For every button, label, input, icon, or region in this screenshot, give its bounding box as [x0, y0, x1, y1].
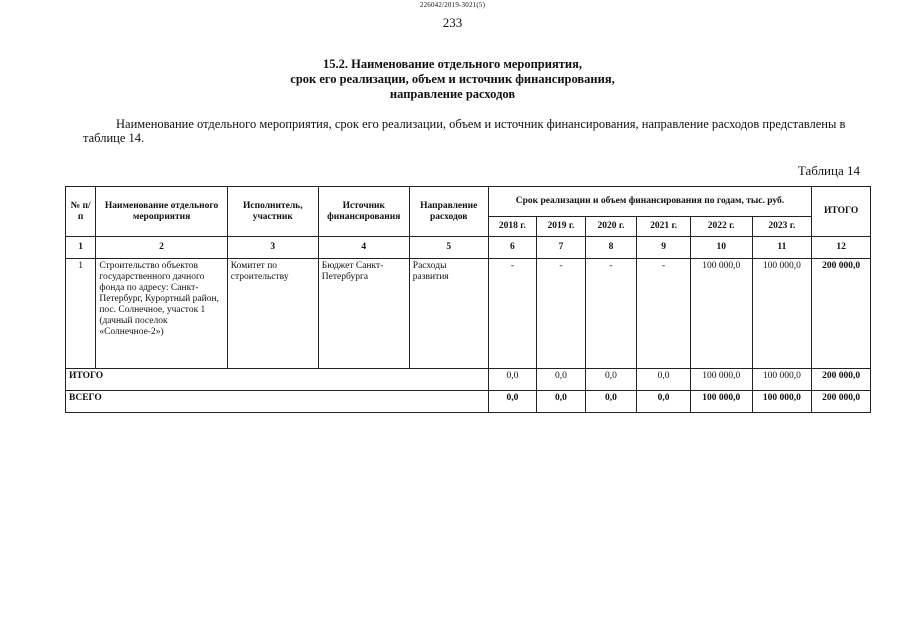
- document-id: 226042/2019-3021(5): [419, 1, 486, 9]
- heading-line-3: направление расходов: [389, 87, 516, 101]
- col-number: 4: [318, 237, 409, 259]
- header-total: ИТОГО: [812, 187, 871, 237]
- table-row: [66, 259, 871, 369]
- col-number: 11: [752, 237, 812, 259]
- col-number: 6: [488, 237, 537, 259]
- heading-line-2: срок его реализации, объем и источник финансирования,: [290, 72, 615, 86]
- row-executor: Комитет по строительству: [227, 259, 318, 369]
- col-number: 9: [637, 237, 691, 259]
- vsego-label: ВСЕГО: [66, 391, 489, 413]
- intro-paragraph: Наименование отдельного мероприятия, срок его реализации, объем и источник финансирования, направление расходов представлены в таблице 14.: [83, 117, 846, 145]
- page-number: 233: [442, 15, 463, 30]
- row-num: 1: [66, 259, 96, 369]
- row-year-value: -: [637, 259, 691, 369]
- col-number: 3: [227, 237, 318, 259]
- header-source: Источник финансирования: [318, 187, 409, 237]
- vsego-year-value: 100 000,0: [752, 391, 812, 413]
- vsego-year-value: 0,0: [637, 391, 691, 413]
- heading-line-1: 15.2. Наименование отдельного мероприятия,: [323, 57, 582, 71]
- section-heading: [0, 57, 905, 102]
- vsego-year-value: 0,0: [488, 391, 537, 413]
- itogo-row: [66, 369, 871, 391]
- col-number: 1: [66, 237, 96, 259]
- header-year: 2021 г.: [637, 217, 691, 237]
- col-number: 12: [812, 237, 871, 259]
- itogo-year-value: 100 000,0: [690, 369, 752, 391]
- col-number: 10: [690, 237, 752, 259]
- row-year-value: -: [488, 259, 537, 369]
- header-direction: Направление расходов: [409, 187, 488, 237]
- header-year: 2022 г.: [690, 217, 752, 237]
- table-caption: Таблица 14: [797, 163, 860, 178]
- header-name: Наименование отдельного мероприятия: [96, 187, 227, 237]
- itogo-label: ИТОГО: [66, 369, 489, 391]
- itogo-year-value: 0,0: [585, 369, 637, 391]
- itogo-year-value: 100 000,0: [752, 369, 812, 391]
- header-year: 2020 г.: [585, 217, 637, 237]
- col-number: 2: [96, 237, 227, 259]
- itogo-year-value: 0,0: [537, 369, 586, 391]
- col-number: 8: [585, 237, 637, 259]
- header-period: Срок реализации и объем финансирования по годам, тыс. руб.: [488, 187, 812, 217]
- header-executor: Исполнитель, участник: [227, 187, 318, 237]
- vsego-year-value: 100 000,0: [690, 391, 752, 413]
- header-year: 2023 г.: [752, 217, 812, 237]
- row-direction: Расходы развития: [409, 259, 488, 369]
- header-year: 2019 г.: [537, 217, 586, 237]
- itogo-year-value: 0,0: [488, 369, 537, 391]
- row-name: Строительство объектов государственного дачного фонда по адресу: Санкт-Петербург, Курортный район, пос. Солнечное, участок 1 (дачный поселок «Солнечное-2»): [96, 259, 227, 369]
- row-year-value: 100 000,0: [752, 259, 812, 369]
- header-num: № п/п: [66, 187, 96, 237]
- vsego-year-value: 0,0: [537, 391, 586, 413]
- row-total: 200 000,0: [812, 259, 871, 369]
- itogo-total: 200 000,0: [812, 369, 871, 391]
- row-year-value: -: [537, 259, 586, 369]
- vsego-year-value: 0,0: [585, 391, 637, 413]
- itogo-year-value: 0,0: [637, 369, 691, 391]
- col-number: 5: [409, 237, 488, 259]
- header-year: 2018 г.: [488, 217, 537, 237]
- row-year-value: -: [585, 259, 637, 369]
- row-source: Бюджет Санкт-Петербурга: [318, 259, 409, 369]
- row-year-value: 100 000,0: [690, 259, 752, 369]
- financing-table: [65, 186, 871, 413]
- vsego-total: 200 000,0: [812, 391, 871, 413]
- vsego-row: [66, 391, 871, 413]
- col-number: 7: [537, 237, 586, 259]
